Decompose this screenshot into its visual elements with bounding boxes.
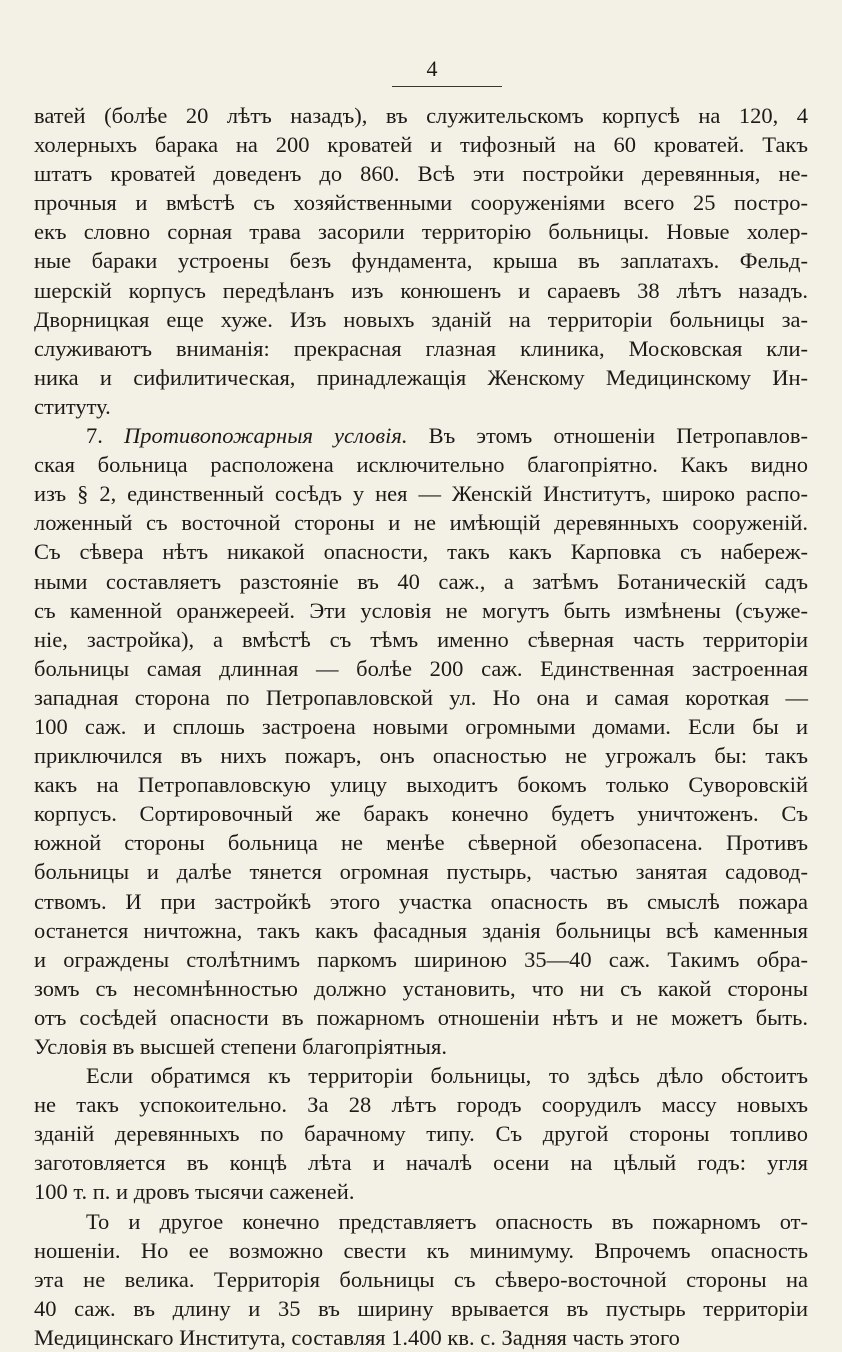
text-line: прочныя и вмѣстѣ съ хозяйственными сооруженіями всего 25 постро- (34, 190, 808, 216)
text-line: зданій деревянныхъ по барачному типу. Съ другой стороны топливо (34, 1121, 808, 1147)
section-title: Противопожарныя условія. (124, 423, 408, 449)
page-number-rule (392, 86, 502, 87)
text-line-segment: Въ этомъ отношеніи Петропавлов- (407, 423, 809, 449)
text-line: Если обратимся къ территоріи больницы, то здѣсь дѣло обстоитъ (86, 1063, 808, 1089)
text-line: ношеніи. Но ее возможно свести къ минимуму. Впрочемъ опасность (34, 1237, 808, 1263)
text-line: ватей (болѣе 20 лѣтъ назадъ), въ служительскомъ корпусѣ на 120, 4 (34, 103, 808, 128)
text-line: западная сторона по Петропавловской ул. Но она и самая короткая — (34, 684, 808, 710)
paragraph (34, 421, 808, 1061)
text-line: ніе, застройка), а вмѣстѣ съ тѣмъ именно сѣверная часть территоріи (34, 626, 808, 652)
text-line: ствомъ. И при застройкѣ этого участка опасность въ смыслѣ пожара (34, 888, 808, 914)
text-line: зомъ съ несомнѣнностью должно установить, что ни съ какой стороны (34, 975, 808, 1001)
text-line: приключился въ нихъ пожаръ, онъ опасностью не угрожалъ бы: такъ (34, 743, 808, 769)
text-line: Дворницкая еще хуже. Изъ новыхъ зданій на территоріи больницы за- (34, 306, 808, 332)
body-text (34, 101, 808, 1352)
text-line: ская больница расположена исключительно благопріятно. Какъ видно (34, 452, 808, 478)
text-line: Медицинскаго Института, составляя 1.400 кв. с. Задняя часть этого (34, 1324, 680, 1350)
paragraph (34, 1061, 808, 1206)
text-line: ституту. (34, 393, 111, 419)
text-line: эта не велика. Территорія больницы съ сѣверо-восточной стороны на (34, 1266, 808, 1292)
text-line: больницы и далѣе тянется огромная пустырь, частью занятая садовод- (34, 859, 808, 885)
text-line: Съ сѣвера нѣтъ никакой опасности, такъ какъ Карповка съ набереж- (34, 539, 808, 565)
text-line: То и другое конечно представляетъ опасность въ пожарномъ от- (86, 1208, 808, 1234)
text-line: отъ сосѣдей опасности въ пожарномъ отношеніи нѣтъ и не можетъ быть. (34, 1004, 808, 1030)
text-line: штатъ кроватей доведенъ до 860. Всѣ эти постройки деревянныя, не- (34, 161, 808, 187)
text-line: 100 саж. и сплошь застроена новыми огромными домами. Если бы и (34, 713, 808, 739)
text-line: останется ничтожна, такъ какъ фасадныя зданія больницы всѣ каменныя (34, 917, 808, 943)
text-line: ные бараки устроены безъ фундамента, крыша въ заплатахъ. Фельд- (34, 248, 808, 274)
text-line: екъ словно сорная трава засорили территорію больницы. Новые холер- (34, 219, 808, 245)
text-line: заготовляется въ концѣ лѣта и началѣ осени на цѣлый годъ: угля (34, 1150, 808, 1176)
section-heading-line (34, 421, 808, 450)
text-line: шерскій корпусъ передѣланъ изъ конюшенъ и сараевъ 38 лѣтъ назадъ. (34, 277, 808, 303)
text-line: Условія въ высшей степени благопріятныя. (34, 1034, 447, 1059)
text-line: съ каменной оранжереей. Эти условія не могутъ быть измѣнены (съуже- (34, 597, 808, 623)
text-line: южной стороны больница не менѣе сѣверной обезопасена. Противъ (34, 830, 808, 856)
text-line: не такъ успокоительно. За 28 лѣтъ городъ соорудилъ массу новыхъ (34, 1092, 808, 1118)
text-line: какъ на Петропавловскую улицу выходитъ бокомъ только Суворовскій (34, 772, 808, 798)
section-number: 7. (86, 423, 125, 449)
text-line: служиваютъ вниманія: прекрасная глазная клиника, Московская кли- (34, 335, 808, 361)
text-line: и ограждены столѣтнимъ паркомъ шириною 35—40 саж. Такимъ обра- (34, 946, 808, 972)
text-line: корпусъ. Сортировочный же баракъ конечно будетъ уничтоженъ. Съ (34, 801, 808, 827)
text-line: холерныхъ барака на 200 кроватей и тифозный на 60 кроватей. Такъ (34, 132, 808, 158)
text-line: 40 саж. въ длину и 35 въ ширину врывается въ пустырь территоріи (34, 1295, 808, 1321)
text-line: больницы самая длинная — болѣе 200 саж. Единственная застроенная (34, 655, 808, 681)
paragraph (34, 1207, 808, 1352)
paragraph (34, 101, 808, 421)
text-line: ными составляетъ разстояніе въ 40 саж., а затѣмъ Ботаническій садъ (34, 568, 808, 594)
text-line: 100 т. п. и дровъ тысячи саженей. (34, 1179, 355, 1205)
text-line: изъ § 2, единственный сосѣдъ у нея — Женскій Институтъ, широко распо- (34, 481, 808, 507)
page-number: 4 (426, 56, 438, 81)
text-line: ложенный съ восточной стороны и не имѣющій деревянныхъ сооруженій. (34, 510, 808, 536)
text-line: ника и сифилитическая, принадлежащія Женскому Медицинскому Ин- (34, 364, 808, 390)
